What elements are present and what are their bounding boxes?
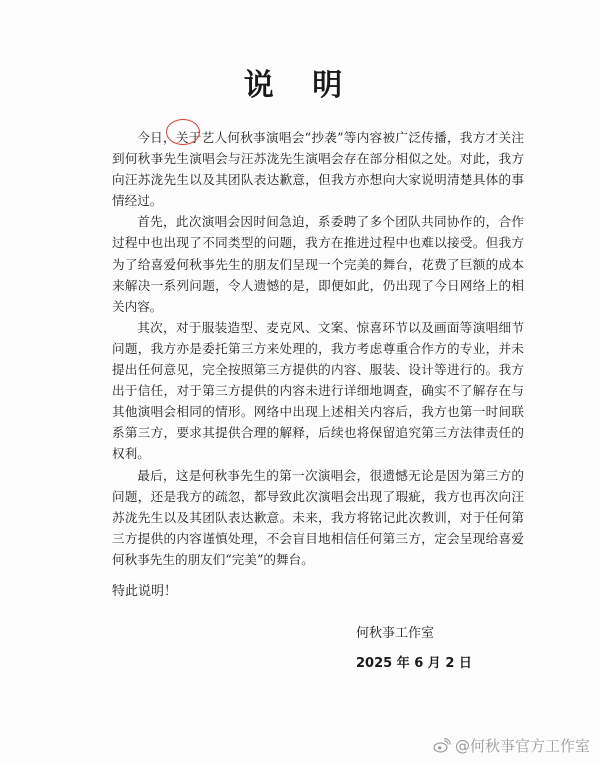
- watermark-text: @何秋亊官方工作室: [454, 737, 590, 755]
- paragraph-3: 其次，对于服装造型、麦克风、文案、惊喜环节以及画面等演唱细节问题，我方亦是委托第三方来处理的，我方考虑尊重合作方的专业，并未提出任何意见，完全按照第三方提供的内容、服装、设计等进行的。我方出于信任，对于第三方提供的内容未进行详细地调查，确实不了解存在与其他演唱会相同的情形。网络中出现上述相关内容后，我方也第一时间联系第三方，要求其提供合理的解释，后续也将保留追究第三方法律责任的权利。: [112, 319, 524, 462]
- paragraph-2: 首先，此次演唱会因时间急迫，系委聘了多个团队共同协作的，合作过程中也出现了不同类型的问题，我方在推进过程中也难以接受。但我方为了给喜爱何秋亊先生的朋友们呈现一个完美的舞台，花费了巨额的成本来解决一系列问题，令人遗憾的是，即便如此，仍出现了今日网络上的相关内容。: [112, 214, 524, 314]
- signature-organization: 何秋亊工作室: [356, 626, 435, 641]
- paragraph-4: 最后，这是何秋亊先生的第一次演唱会，很遗憾无论是因为第三方的问题，还是我方的疏忽，都导致此次演唱会出现了瑕疵，我方也再次向汪苏泷先生以及其团队表达歉意。未来，我方将铭记此次教训，对于任何第三方提供的内容谨慎处理，不会盲目地相信任何第三方，定会呈现给喜爱何秋亊先生的朋友们“完美”的舞台。: [112, 467, 524, 567]
- closing-statement: 特此说明！: [112, 584, 178, 599]
- weibo-watermark: [433, 735, 590, 756]
- paragraph-1: 今日，关于艺人何秋亊演唱会“抄袭”等内容被广泛传播，我方才关注到何秋亊先生演唱会与汪苏泷先生演唱会存在部分相似之处。对此，我方向汪苏泷先生以及其团队表达歉意，但我方亦想向大家说明清楚具体的事情经过。: [112, 130, 524, 209]
- signature-date: 2025 年 6 月 2 日: [356, 656, 472, 671]
- document-body: [112, 127, 524, 570]
- weibo-icon: [433, 737, 451, 755]
- document-title: 说 明: [243, 68, 357, 103]
